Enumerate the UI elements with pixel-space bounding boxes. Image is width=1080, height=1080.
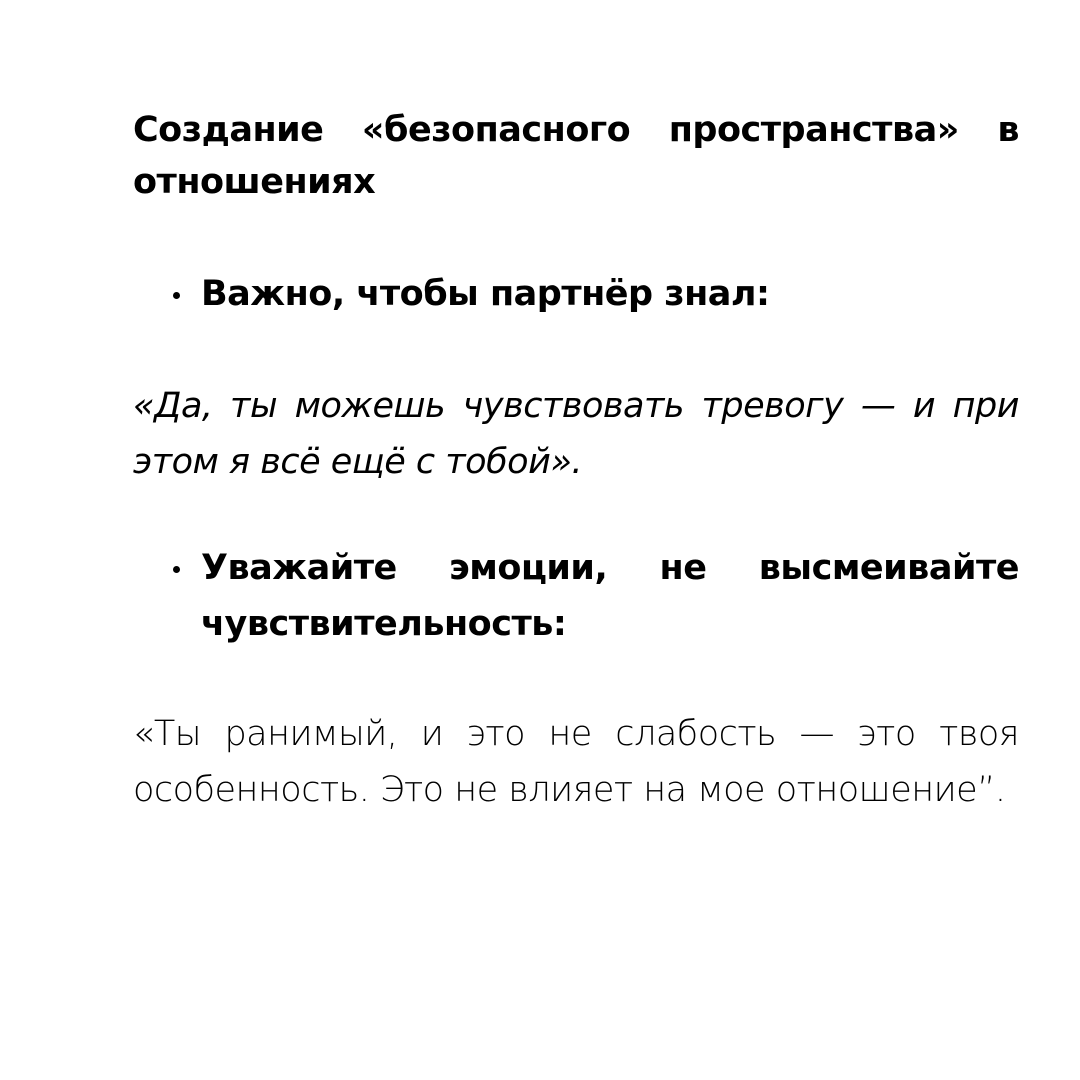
bullet-item-respect-emotions — [173, 540, 1019, 652]
quote-text: «Да, ты можешь чувствовать тревогу — и при этом я всё ещё с тобой». — [133, 386, 1019, 482]
bullet-text: Важно, чтобы партнёр знал: — [201, 274, 770, 314]
quote-text: «Ты ранимый, и это не слабость — это твоя особенность. Это не влияет на мое отношение”. — [133, 714, 1019, 810]
bullet-text: Уважайте эмоции, не высмеивайте чувствительность: — [201, 548, 1019, 644]
page-title: Создание «безопасного пространства» в отношениях — [133, 110, 1019, 202]
bullet-dot-icon — [173, 292, 180, 299]
slide-content — [133, 0, 1019, 1080]
bullet-dot-icon — [173, 566, 180, 573]
bullet-item-partner-knows — [173, 266, 1019, 322]
